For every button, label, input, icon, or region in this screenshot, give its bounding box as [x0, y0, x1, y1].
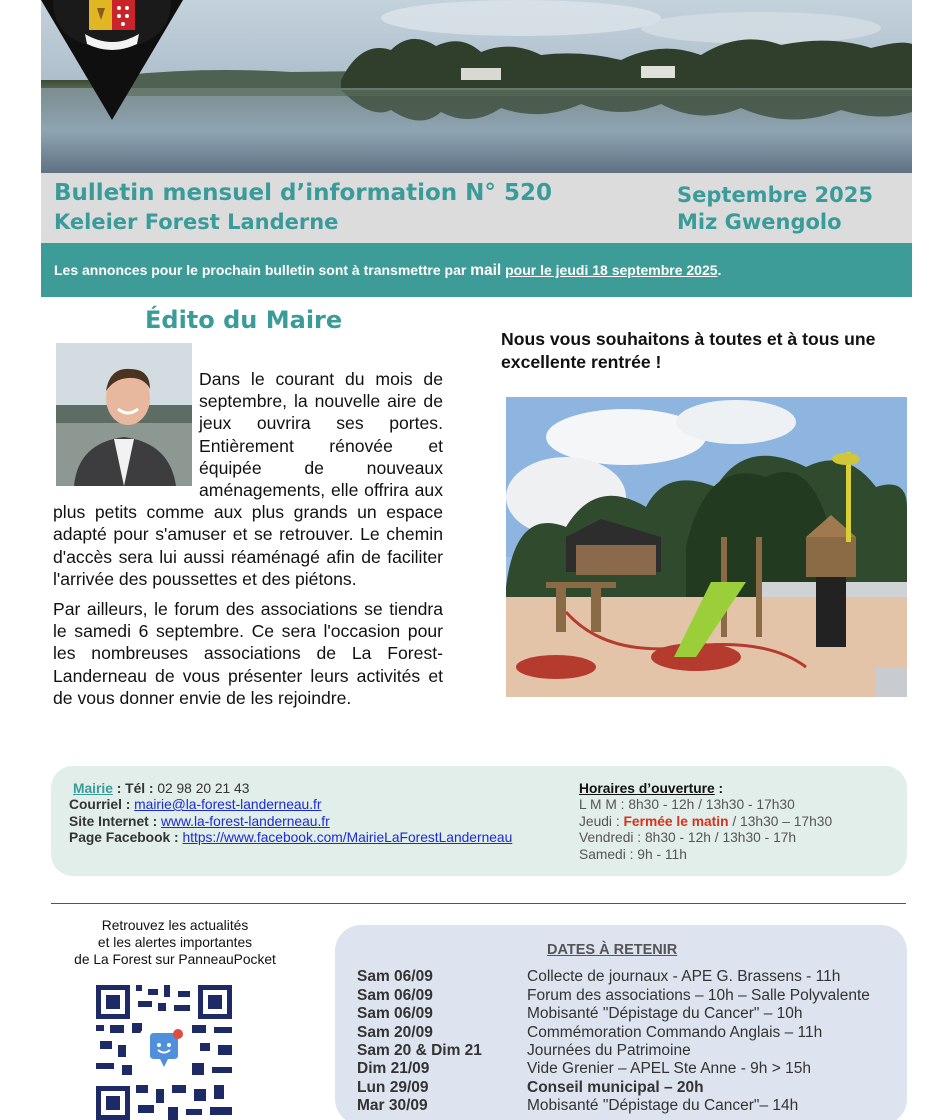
mairie-link[interactable]: Mairie [73, 781, 113, 796]
hours-title-text: Horaires d’ouverture [579, 781, 715, 796]
date-row-event: Vide Grenier – APEL Ste Anne - 9h > 15h [527, 1060, 811, 1077]
facebook-line [69, 830, 512, 845]
tel-label: : Tél : [112, 781, 154, 796]
hours-samedi: Samedi : 9h - 11h [579, 847, 687, 862]
date-row-date: Sam 06/09 [357, 1005, 433, 1022]
edito-paragraph-1 [53, 368, 443, 590]
date-row-event: Commémoration Commando Anglais – 11h [527, 1024, 823, 1041]
qr-code-icon[interactable] [96, 985, 232, 1120]
site-link[interactable]: www.la-forest-landerneau.fr [161, 814, 330, 829]
edito-paragraph-1-text: Dans le courant du mois de septembre, la nouvelle aire de jeux ouvrira ses portes. Entièrement rénovée et équipée de nouveaux aménagements, elle offrira aux plus petits comme aux plus grands un espace adapté pour s'amuser et se retrouver. Le chemin d'accès sera lui aussi réaménagé afin de faciliter l'arrivée des poussettes et des piétons. [53, 369, 443, 589]
date-row-date: Sam 20 & Dim 21 [357, 1042, 482, 1059]
panneaupocket-text [40, 917, 310, 968]
facebook-link[interactable]: https://www.facebook.com/MairieLaForestLanderneau [182, 830, 513, 845]
announcement-deadline: pour le jeudi 18 septembre 2025 [505, 262, 718, 278]
hours-jeudi-rest: / 13h30 – 17h30 [728, 814, 833, 829]
pp-line-1: Retrouvez les actualités [101, 918, 249, 933]
hours-jeudi-closed: Fermée le matin [623, 814, 729, 829]
edito-title: Édito du Maire [145, 306, 343, 334]
bulletin-month-breton: Miz Gwengolo [677, 210, 842, 234]
playground-photo [506, 397, 907, 697]
section-divider [51, 903, 906, 904]
date-row-event: Collecte de journaux - APE G. Brassens - 11h [527, 968, 841, 985]
hours-title-colon: : [714, 781, 724, 796]
pp-line-2: et les alertes importantes [97, 935, 253, 950]
announcement-mail: mail [470, 262, 502, 279]
crest-logo-icon [41, 0, 183, 122]
wish-heading: Nous vous souhaitons à toutes et à tous une excellente rentrée ! [501, 329, 876, 372]
email-line [69, 797, 321, 812]
announcement-end: . [717, 262, 722, 278]
portrait-spacer [53, 368, 199, 492]
site-line [69, 814, 330, 829]
edito-text [53, 368, 443, 717]
hours-title [579, 781, 723, 796]
email-label: Courriel : [69, 797, 131, 812]
hours-jeudi-label: Jeudi : [579, 814, 624, 829]
hours-jeudi [579, 814, 832, 829]
date-row-event: Conseil municipal – 20h [527, 1079, 704, 1096]
email-link[interactable]: mairie@la-forest-landerneau.fr [134, 797, 322, 812]
date-row-date: Sam 06/09 [357, 968, 433, 985]
facebook-label: Page Facebook : [69, 830, 179, 845]
date-row-event: Mobisanté "Dépistage du Cancer"– 14h [527, 1097, 799, 1114]
mairie-phone-line [73, 781, 249, 796]
announcement-bar [41, 243, 912, 297]
dates-title: DATES À RETENIR [547, 942, 678, 958]
hours-lmm: L M M : 8h30 - 12h / 13h30 - 17h30 [579, 797, 795, 812]
date-row-date: Dim 21/09 [357, 1060, 430, 1077]
bulletin-subtitle: Keleier Forest Landerne [54, 210, 339, 234]
date-row-event: Mobisanté "Dépistage du Cancer" – 10h [527, 1005, 803, 1022]
edito-paragraph-2: Par ailleurs, le forum des associations se tiendra le samedi 6 septembre. Ce sera l'occasion pour les nombreuses associations de La Forest-Landerneau de vous présenter leurs activités et de vous donner envie de les rejoindre. [53, 599, 443, 708]
site-label: Site Internet : [69, 814, 158, 829]
date-row-date: Lun 29/09 [357, 1079, 429, 1096]
tel-number: 02 98 20 21 43 [153, 781, 250, 796]
bulletin-title: Bulletin mensuel d’information N° 520 [54, 180, 552, 206]
banner-photo [41, 0, 912, 173]
date-row-date: Sam 06/09 [357, 987, 433, 1004]
date-row-event: Journées du Patrimoine [527, 1042, 691, 1059]
announcement-text: Les annonces pour le prochain bulletin sont à transmettre par [54, 262, 471, 278]
pp-line-3: de La Forest sur PanneauPocket [74, 952, 276, 967]
date-row-date: Sam 20/09 [357, 1024, 433, 1041]
date-row-date: Mar 30/09 [357, 1097, 428, 1114]
hours-vendredi: Vendredi : 8h30 - 12h / 13h30 - 17h [579, 830, 797, 845]
bulletin-month: Septembre 2025 [677, 183, 873, 207]
date-row-event: Forum des associations – 10h – Salle Polyvalente [527, 987, 870, 1004]
